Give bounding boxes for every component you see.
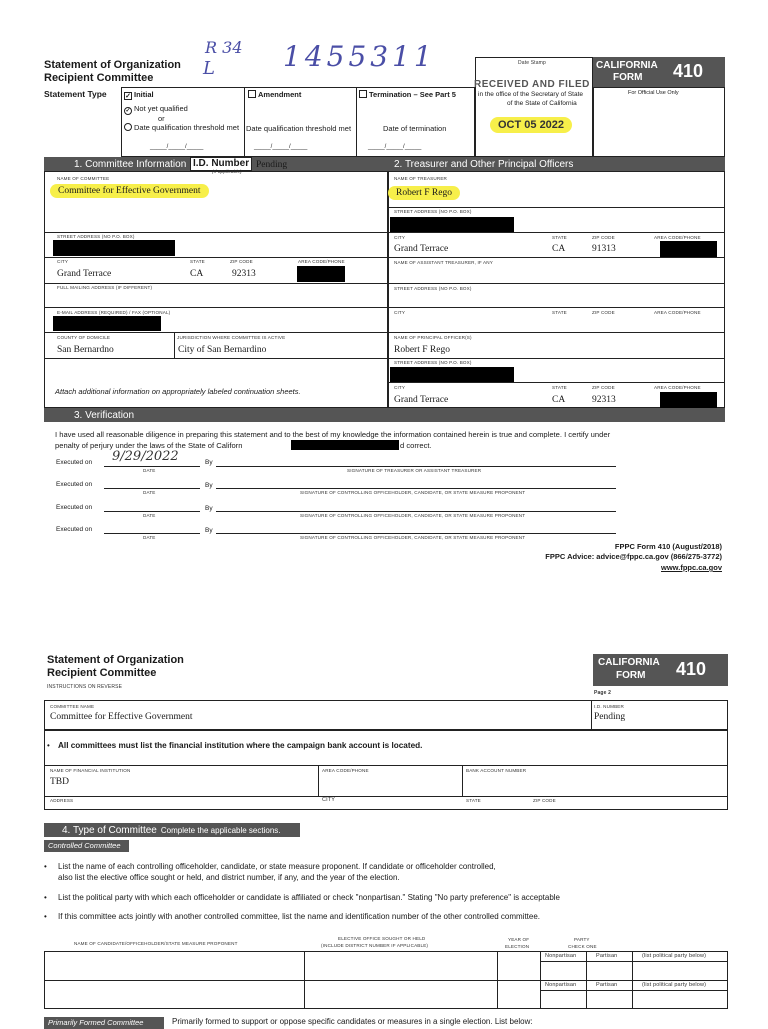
section-2-header: 2. Treasurer and Other Principal Officers [388,157,725,171]
date-label-1: DATE [143,468,156,473]
signature-officeholder-label-2: SIGNATURE OF CONTROLLING OFFICEHOLDER, CANDIDATE, OR STATE MEASURE PROPONENT [300,513,526,518]
termination-checkbox[interactable]: Termination – See Part 5 [359,90,456,99]
signature-officeholder-label-3: SIGNATURE OF CONTROLLING OFFICEHOLDER, CANDIDATE, OR STATE MEASURE PROPONENT [300,535,526,540]
page2-form-label: FORM [616,670,646,681]
received-stamp: RECEIVED AND FILED [474,79,590,90]
treasurer-street-label: STREET ADDRESS (NO P.O. BOX) [394,209,472,214]
by-label-1: By [205,459,213,466]
bullet-1: • [44,862,47,871]
principal-officer-label: NAME OF PRINCIPAL OFFICER(S) [394,335,472,340]
principal-phone-label: AREA CODE/PHONE [654,385,701,390]
asst-phone-label: AREA CODE/PHONE [654,310,701,315]
verification-text-2b: d correct. [400,441,432,450]
col-party-a: PARTY [574,937,590,942]
verification-text-2a: penalty of perjury under the laws of the State of Californ [55,441,243,450]
principal-state[interactable]: CA [552,395,566,405]
treasurer-name-label: NAME OF TREASURER [394,176,448,181]
list-party-2: (list political party below) [642,982,707,988]
jurisdiction-label: JURISDICTION WHERE COMMITTEE IS ACTIVE [177,335,286,340]
attach-note: Attach additional information on appropriately labeled continuation sheets. [55,387,301,396]
committee-zip[interactable]: 92313 [232,269,256,279]
initial-checkbox[interactable]: ✓ Initial [125,90,154,100]
financial-institution[interactable]: TBD [50,777,69,787]
principal-zip[interactable]: 92313 [592,395,616,405]
redacted-principal-phone [660,392,717,408]
verification-text-1: I have used all reasonable diligence in preparing this statement and to the best of my knowledge the information contained herein is true and complete. I certify under [55,430,611,439]
signature-officeholder-label-1: SIGNATURE OF CONTROLLING OFFICEHOLDER, CANDIDATE, OR STATE MEASURE PROPONENT [300,490,526,495]
california-label: CALIFORNIA [596,60,658,71]
treasurer-state[interactable]: CA [552,244,566,254]
bullet-3: • [44,912,47,921]
id-number-label: I.D. Number [190,157,252,171]
section-1-header: 1. Committee Information [44,157,388,171]
bank-account-label: BANK ACCOUNT NUMBER [466,768,527,773]
committee-state[interactable]: CA [190,269,204,279]
official-use-label: For Official Use Only [628,90,679,96]
date-label-2: DATE [143,490,156,495]
treasurer-state-label: STATE [552,235,567,240]
page2-committee-name[interactable]: Committee for Effective Government [50,712,193,722]
principal-city-label: CITY [394,385,406,390]
county-label: COUNTY OF DOMICILE [57,335,111,340]
committee-zip-label: ZIP CODE [230,259,253,264]
bank-phone-label: AREA CODE/PHONE [322,768,369,773]
controlled-instruction-3: If this committee acts jointly with another controlled committee, list the name and identification number of the other controlled committee. [58,912,541,921]
executed-on-4: Executed on [56,526,93,533]
page-number: Page 2 [594,690,612,696]
not-qualified-radio[interactable]: ✓ Not yet qualified [125,104,188,114]
committee-name[interactable]: Committee for Effective Government [50,184,209,198]
controlled-instruction-1a: List the name of each controlling officeholder, candidate, or state measure proponent. If candidate or officeholder controlled, [58,862,496,871]
treasurer-name[interactable]: Robert F Rego [388,186,460,200]
received-date: OCT 05 2022 [490,117,572,133]
date-qualification-radio[interactable]: Date qualification threshold met [124,123,239,132]
committee-city[interactable]: Grand Terrace [57,269,112,279]
asst-zip-label: ZIP CODE [592,310,615,315]
handwritten-r34: R 34 [205,38,243,57]
amendment-date-label: Date qualification threshold met [246,124,352,133]
termination-date-label: Date of termination [383,124,447,133]
primarily-formed-text: Primarily formed to support or oppose specific candidates or measures in a single election. List below: [172,1017,533,1026]
controlled-instruction-1b: also list the elective office sought or held, and district number, if any, and the year of the election. [58,873,400,882]
bank-state-label: STATE [466,798,481,803]
executed-on-1: Executed on [56,459,93,466]
redacted-email [53,316,161,331]
if-applicable-label: (If applicable) [212,169,242,174]
section-4-header: 4. Type of Committee Complete the applicable sections. [44,823,300,837]
page2-title: Statement of Organization [47,654,184,666]
date-stamp-label: Date Stamp [518,60,546,66]
bank-note-bullet: • [47,741,50,750]
committee-city-label: CITY [57,259,69,264]
instructions-label: INSTRUCTIONS ON REVERSE [47,684,123,690]
official-use-box [593,87,725,157]
form-subtitle: Recipient Committee [44,72,154,84]
redacted-treasurer-phone [660,241,717,257]
statement-type-label: Statement Type [44,89,107,99]
handwritten-l: L [203,58,215,79]
executed-on-3: Executed on [56,504,93,511]
bullet-2: • [44,893,47,902]
partisan-1[interactable]: Partisan [596,953,618,959]
bank-address-label: ADDRESS [50,798,74,803]
nonpartisan-1[interactable]: Nonpartisan [545,953,577,959]
county-value[interactable]: San Bernardno [57,345,114,355]
redacted-verification [291,440,399,450]
fppc-form-note: FPPC Form 410 (August/2018) [614,542,722,551]
date-blanks-1[interactable]: _____/_____/_____ [150,144,204,150]
treasurer-zip[interactable]: 91313 [592,244,616,254]
treasurer-city-label: CITY [394,235,406,240]
date-label-3: DATE [143,513,156,518]
primarily-formed-label: Primarily Formed Committee [44,1017,164,1029]
controlled-instruction-2: List the political party with which each officeholder or candidate is affiliated or check "nonpartisan." Stating "No party preference" is acceptable [58,893,561,902]
financial-institution-label: NAME OF FINANCIAL INSTITUTION [50,768,131,773]
redacted-committee-street [53,240,175,256]
bank-note: All committees must list the financial institution where the campaign bank account is located. [58,741,423,750]
committee-street-label: STREET ADDRESS (NO P.O. BOX) [57,234,135,239]
section-3-header: 3. Verification [44,408,725,422]
col-elective-office-a: ELECTIVE OFFICE SOUGHT OR HELD [338,936,426,941]
page-two [0,640,768,1027]
asst-street-label: STREET ADDRESS (NO P.O. BOX) [394,286,472,291]
controlled-committee-label: Controlled Committee [44,840,129,852]
form-title: Statement of Organization [44,59,181,71]
date-blanks-2[interactable]: _____/_____/_____ [254,144,308,150]
col-candidate-name: NAME OF CANDIDATE/OFFICEHOLDER/STATE MEASURE PROPONENT [74,941,238,946]
received-stamp-sub2: of the State of California [507,100,577,107]
page2-california-label: CALIFORNIA [598,657,660,668]
jurisdiction-value[interactable]: City of San Bernardino [178,345,267,355]
col-year-b: ELECTION [505,944,530,949]
email-label: E-MAIL ADDRESS (REQUIRED) / FAX (OPTIONAL) [57,310,171,315]
principal-state-label: STATE [552,385,567,390]
partisan-2[interactable]: Partisan [596,982,618,988]
fppc-website[interactable]: www.fppc.ca.gov [661,563,722,572]
list-party-1: (list political party below) [642,953,707,959]
form-number: 410 [673,61,704,81]
treasurer-zip-label: ZIP CODE [592,235,615,240]
asst-state-label: STATE [552,310,567,315]
redacted-principal-street [390,367,514,382]
col-party-b: CHECK ONE [568,944,597,949]
asst-city-label: CITY [394,310,406,315]
treasurer-phone-label: AREA CODE/PHONE [654,235,701,240]
date-blanks-3[interactable]: _____/_____/_____ [368,144,422,150]
treasurer-city[interactable]: Grand Terrace [394,244,449,254]
executed-on-2: Executed on [56,481,93,488]
page2-form-number: 410 [676,659,707,679]
amendment-checkbox[interactable]: Amendment [248,90,301,99]
id-number-value: Pending [256,160,288,170]
handwritten-filer-id: 1455311 [283,40,436,73]
mailing-address-label: FULL MAILING ADDRESS (IF DIFFERENT) [57,285,153,290]
principal-city[interactable]: Grand Terrace [394,395,449,405]
or-label: or [158,114,165,123]
form-label: FORM [613,72,643,83]
received-stamp-sub: in the office of the Secretary of State [478,91,584,98]
signature-treasurer-label: SIGNATURE OF TREASURER OR ASSISTANT TREASURER [347,468,482,473]
page2-id-value[interactable]: Pending [594,712,626,722]
nonpartisan-2[interactable]: Nonpartisan [545,982,577,988]
principal-officer[interactable]: Robert F Rego [394,345,450,355]
redacted-committee-phone [297,266,345,282]
assistant-treasurer-label: NAME OF ASSISTANT TREASURER, IF ANY [394,260,493,265]
committee-name-label: NAME OF COMMITTEE [57,176,110,181]
by-label-4: By [205,527,213,534]
date-stamp-box [475,57,593,157]
redacted-treasurer-street [390,217,514,232]
bank-zip-label: ZIP CODE [533,798,556,803]
committee-phone-label: AREA CODE/PHONE [298,259,345,264]
committee-state-label: STATE [190,259,205,264]
page2-committee-name-label: COMMITTEE NAME [50,704,95,709]
page2-subtitle: Recipient Committee [47,667,157,679]
date-label-4: DATE [143,535,156,540]
page2-id-label: I.D. NUMBER [594,704,624,709]
fppc-advice[interactable]: FPPC Advice: advice@fppc.ca.gov (866/275-3772) [545,552,722,561]
principal-zip-label: ZIP CODE [592,385,615,390]
by-label-3: By [205,505,213,512]
col-year-a: YEAR OF [508,937,530,942]
handwritten-date[interactable]: 9/29/2022 [112,449,179,464]
col-elective-office-b: (INCLUDE DISTRICT NUMBER IF APPLICABLE) [321,943,429,948]
by-label-2: By [205,482,213,489]
principal-street-label: STREET ADDRESS (NO P.O. BOX) [394,360,472,365]
bank-city-label: CITY [322,797,336,803]
